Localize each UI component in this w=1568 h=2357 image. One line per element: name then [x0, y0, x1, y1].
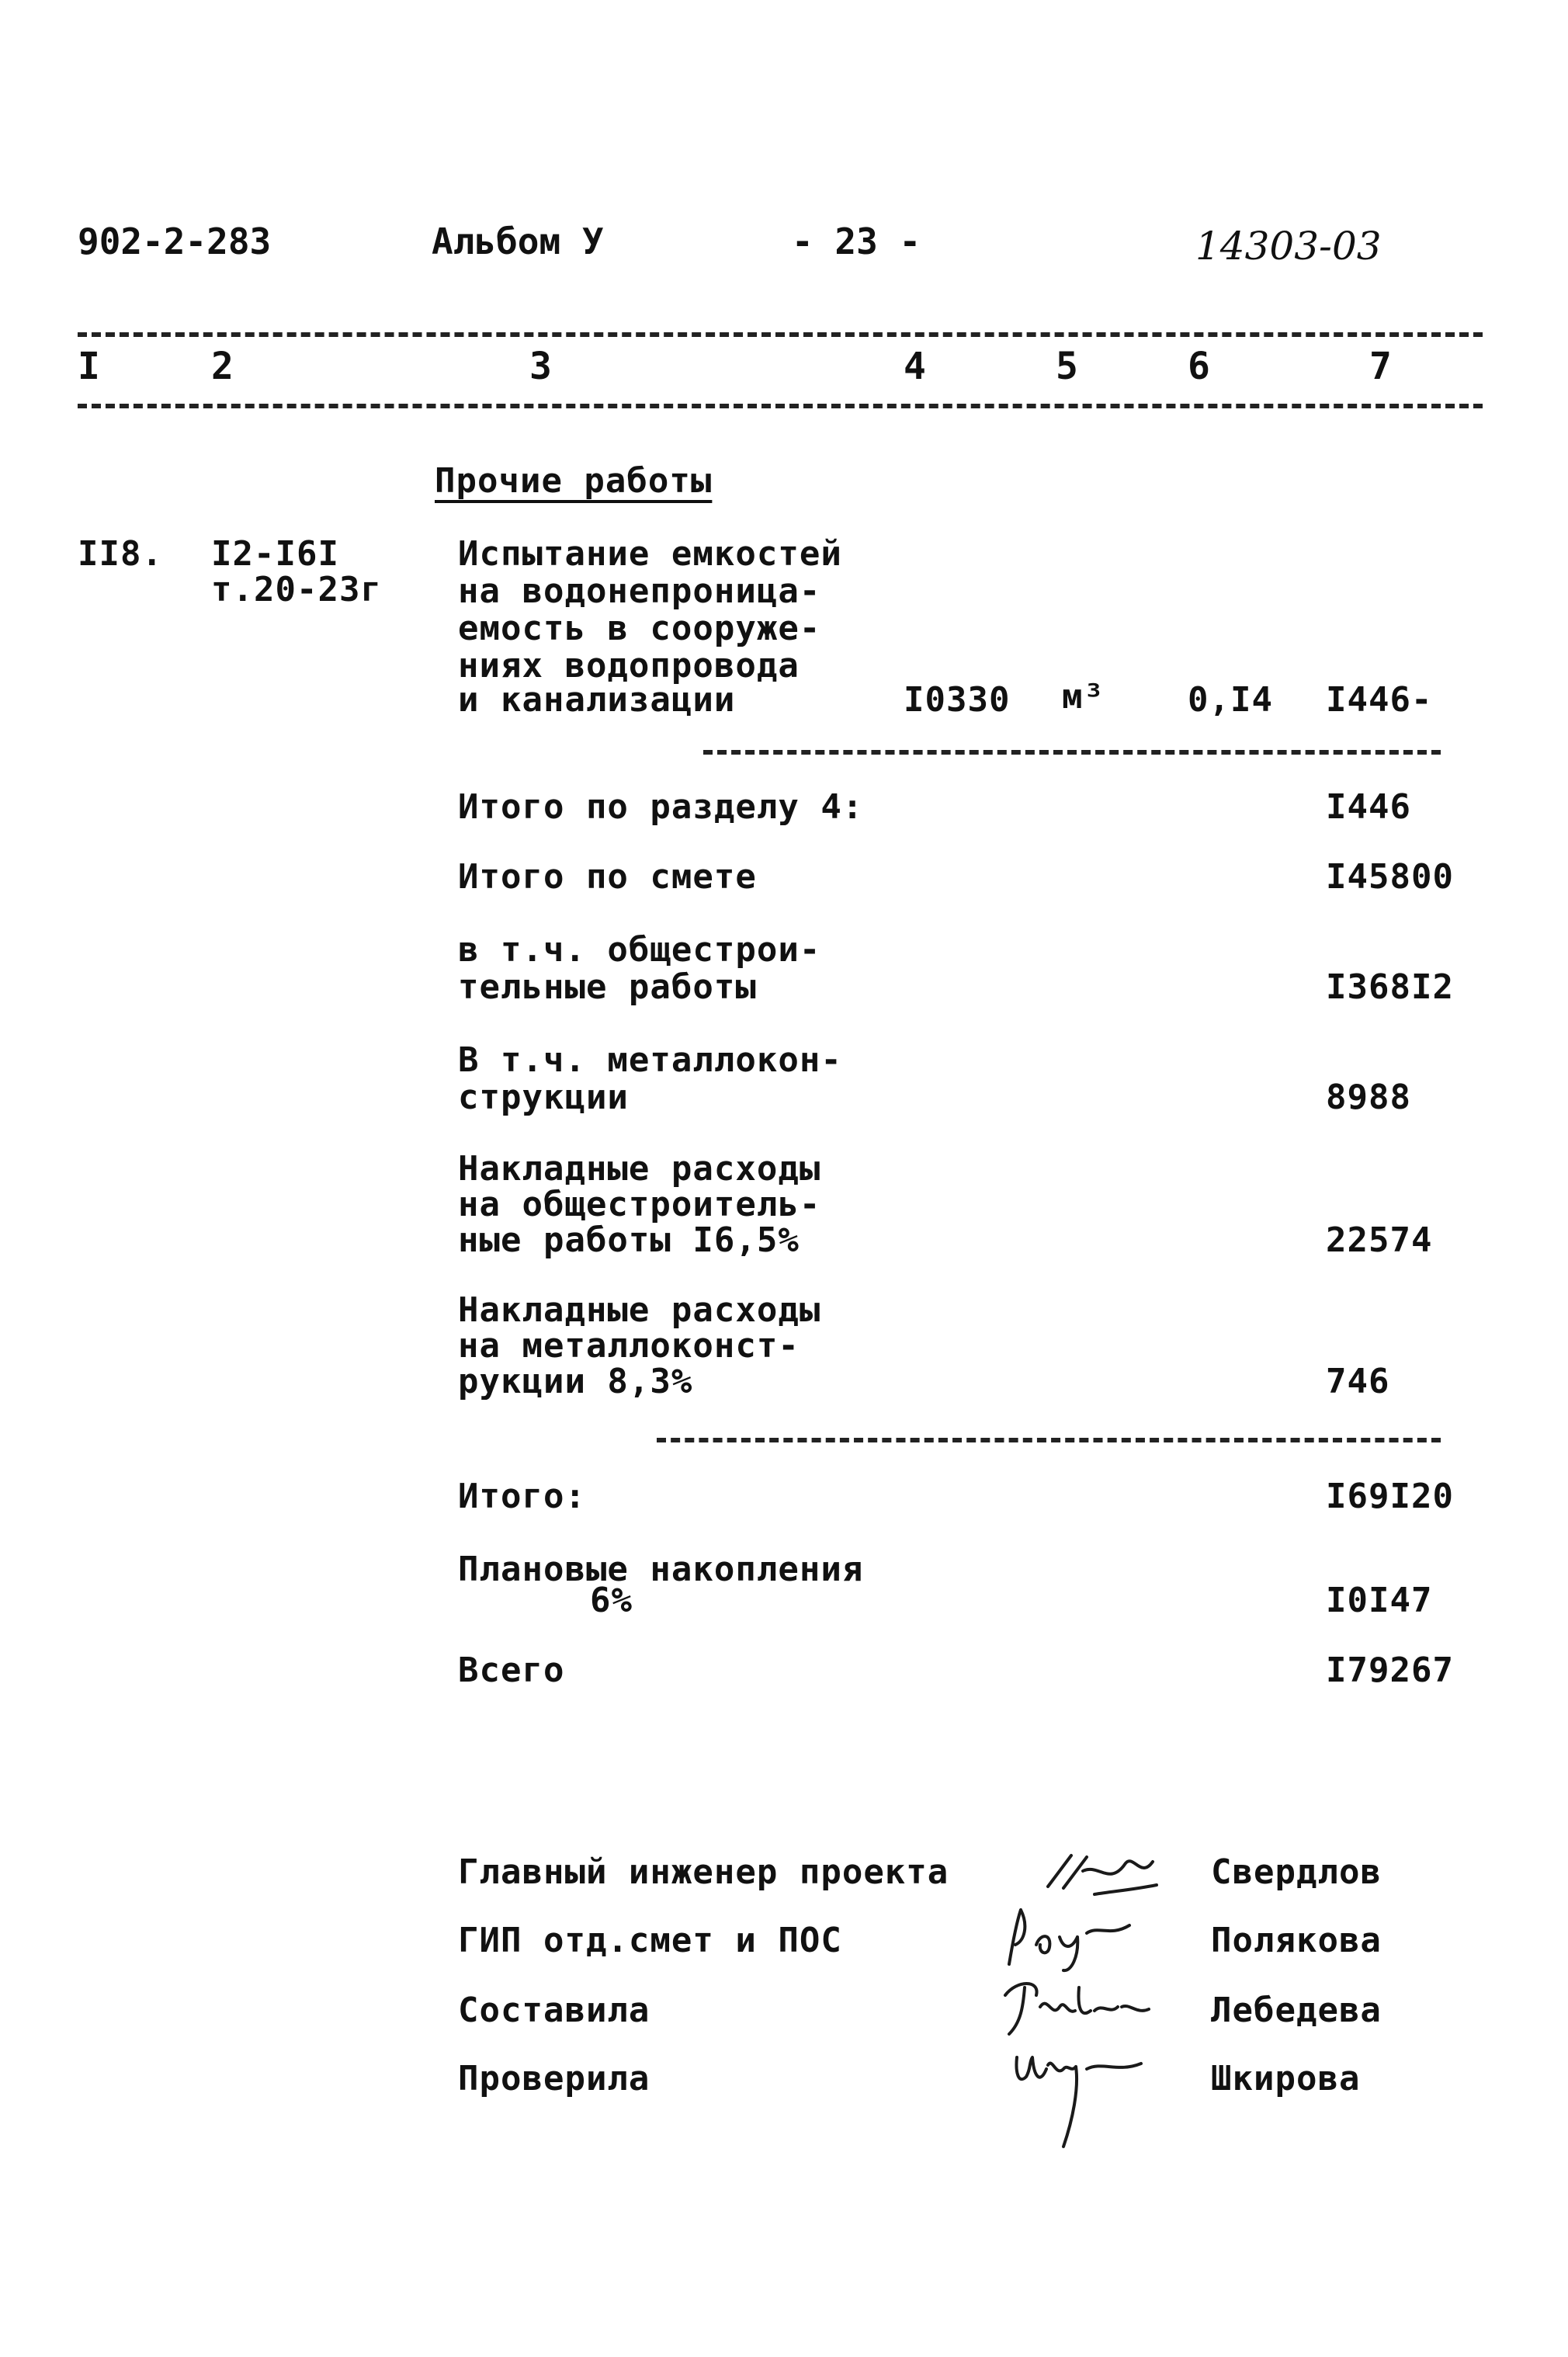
- signature-name: Полякова: [1211, 1921, 1382, 1960]
- summary-label: рукции 8,3%: [458, 1362, 693, 1401]
- summary-value: I368I2: [1326, 967, 1454, 1007]
- signature-role: Главный инженер проекта: [458, 1852, 949, 1892]
- summary-label: в т.ч. общестрои-: [458, 930, 821, 970]
- summary-label: Всего: [458, 1651, 565, 1690]
- handwritten-signature: [1001, 2034, 1157, 2150]
- row-description-line: Испытание емкостей: [458, 534, 842, 574]
- column-header-bottom-rule: [78, 404, 1483, 408]
- handwritten-signature: [994, 1972, 1157, 2042]
- row-description-line: на водонепроница-: [458, 571, 821, 611]
- summary-label: Плановые накопления: [458, 1550, 864, 1589]
- handwritten-reference: 14303-03: [1195, 224, 1382, 269]
- summary-label: Итого по разделу 4:: [458, 787, 864, 827]
- column-number-2: 2: [211, 345, 234, 388]
- column-number-7: 7: [1369, 345, 1392, 388]
- signature-role: Составила: [458, 1991, 650, 2030]
- row-code-line2: т.20-23г: [211, 570, 382, 609]
- summary-label: 6%: [590, 1581, 633, 1620]
- summary-label: В т.ч. металлокон-: [458, 1040, 842, 1080]
- signature-role: Проверила: [458, 2059, 650, 2098]
- column-number-1: I: [78, 345, 100, 388]
- row-code-line1: I2-I6I: [211, 534, 339, 574]
- row-quantity: I0330: [904, 680, 1011, 720]
- column-number-5: 5: [1056, 345, 1078, 388]
- summary-label: Накладные расходы: [458, 1149, 821, 1189]
- row-description-line: и канализации: [458, 680, 736, 720]
- column-number-6: 6: [1188, 345, 1210, 388]
- row-number: II8.: [78, 534, 163, 574]
- signature-name: Лебедева: [1211, 1991, 1382, 2030]
- column-header-top-rule: [78, 332, 1483, 337]
- summary-label: ные работы I6,5%: [458, 1220, 800, 1260]
- summary-value: I79267: [1326, 1651, 1454, 1690]
- subtotal-rule: [703, 750, 1441, 755]
- signature-role: ГИП отд.смет и ПОС: [458, 1921, 842, 1960]
- column-number-4: 4: [904, 345, 926, 388]
- page-number: - 23 -: [792, 220, 921, 262]
- summary-value: 746: [1326, 1362, 1390, 1401]
- row-total: I446-: [1326, 680, 1433, 720]
- row-unit: м³: [1062, 677, 1105, 717]
- handwritten-signature: [1040, 1840, 1164, 1902]
- column-number-3: 3: [529, 345, 552, 388]
- summary-label: струкции: [458, 1078, 629, 1117]
- handwritten-signature: [994, 1902, 1141, 1972]
- summary-label: Накладные расходы: [458, 1290, 821, 1330]
- summary-value: I0I47: [1326, 1581, 1433, 1620]
- section-title: Прочие работы: [435, 461, 713, 501]
- summary-value: I446: [1326, 787, 1411, 827]
- summary-value: I69I20: [1326, 1477, 1454, 1516]
- album-label: Альбом У: [432, 220, 604, 262]
- summary-label: Итого по смете: [458, 857, 757, 897]
- summary-value: 8988: [1326, 1078, 1411, 1117]
- summary-label: на общестроитель-: [458, 1185, 821, 1224]
- summary-label: тельные работы: [458, 967, 757, 1007]
- signature-name: Шкирова: [1211, 2059, 1361, 2098]
- summary-label: Итого:: [458, 1477, 586, 1516]
- summary-label: на металлоконст-: [458, 1326, 800, 1366]
- summary-value: I45800: [1326, 857, 1454, 897]
- row-description-line: емость в сооруже-: [458, 609, 821, 648]
- doc-code: 902-2-283: [78, 220, 272, 262]
- summary-value: 22574: [1326, 1220, 1433, 1260]
- row-description-line: ниях водопровода: [458, 646, 800, 686]
- row-unit-price: 0,I4: [1188, 680, 1273, 720]
- total-rule: [657, 1438, 1441, 1442]
- signature-name: Свердлов: [1211, 1852, 1382, 1892]
